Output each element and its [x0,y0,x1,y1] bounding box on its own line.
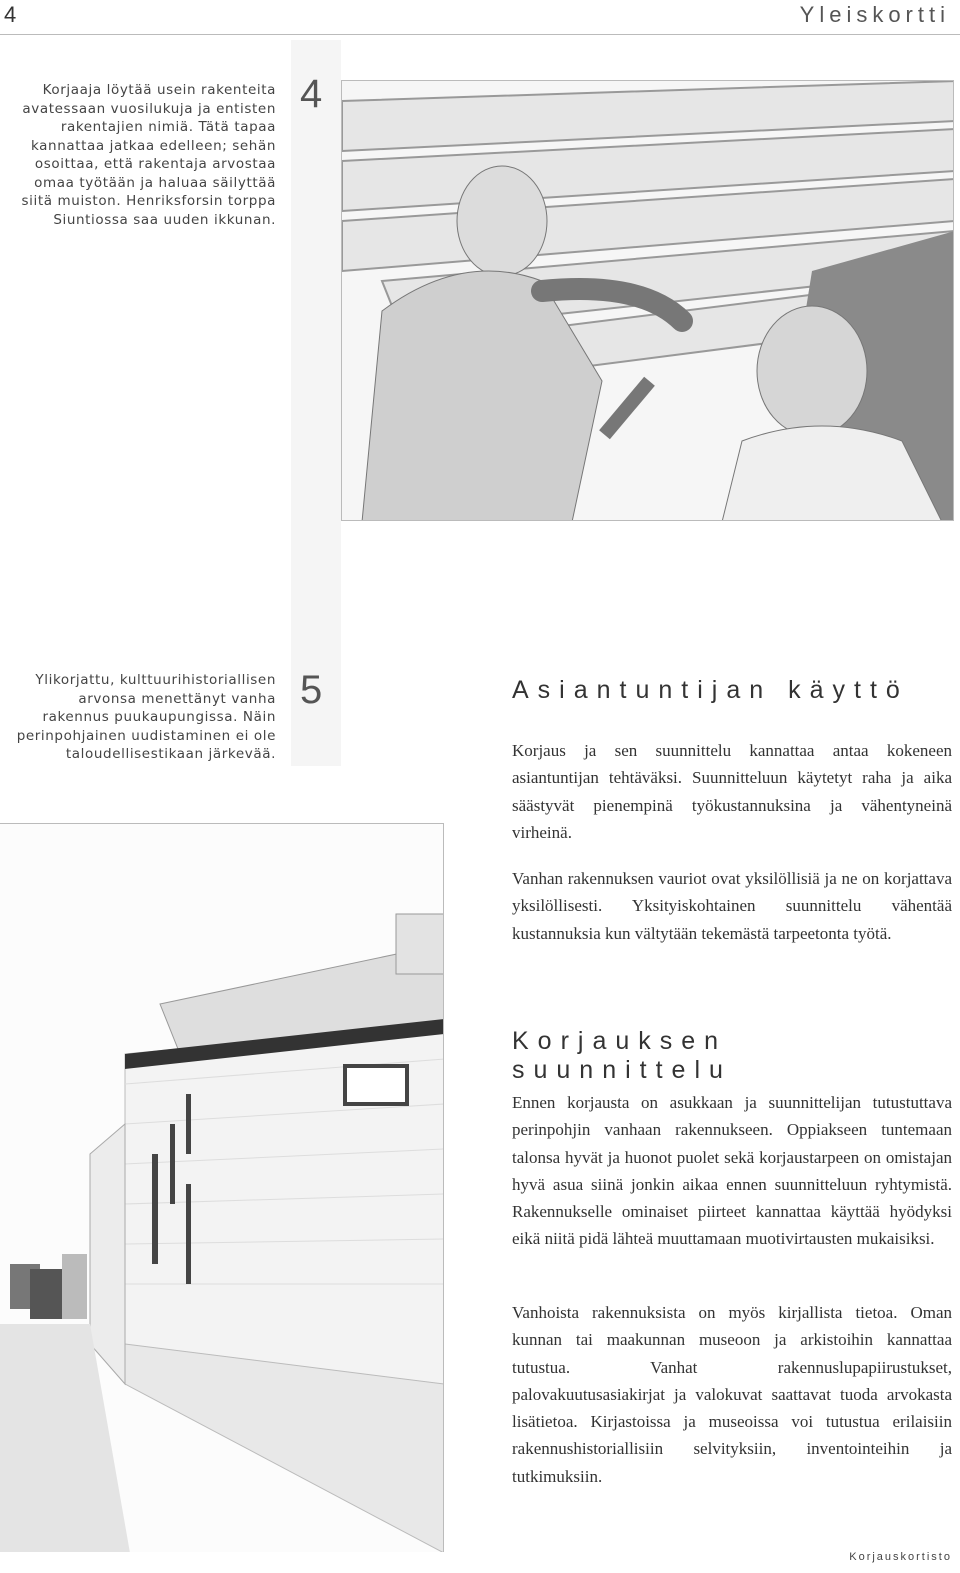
section-1-paragraph-1: Korjaus ja sen suunnittelu kannattaa antaa kokeneen asiantuntijan tehtäväksi. Suunnitteluun käytetyt raha ja aika säästyvät pienempinä työkustannuksina ja vähentyneinä virheinä. [512,741,952,842]
figure-number-band [291,40,341,766]
section-2-paragraph-2: Vanhoista rakennuksista on myös kirjallista tietoa. Oman kunnan tai maakunnan museoon ja arkistoihin kannattaa tutustua. Vanhat rakennuslupapiirustukset, palovakuutusasiakirjat ja valokuvat saattavat tuoda arvokasta lisätietoa. Kirjastoissa ja museoissa voi tutustua erilaisiin rakennushistoriallisiin selvityksiin, inventointeihin ja tutkimuksiin. [512,1303,952,1486]
figure-number-4: 4 [300,72,323,116]
header-divider [0,34,960,35]
section-title-korjauksen-suunnittelu: Korjauksen suunnittelu [512,1027,732,1084]
figure-caption-5: Ylikorjattu, kulttuurihistoriallisen arvonsa menettänyt vanha rakennus puukaupungissa. Näin perinpohjainen uudistaminen ei ole taloudellisestikaan järkevää. [16,672,276,762]
photo-renovated-building [0,823,444,1552]
figure-caption-4: Korjaaja löytää usein rakenteita avatessaan vuosilukuja ja entisten rakentajien nimiä. Tätä tapaa kannattaa jatkaa edelleen; sehän osoittaa, että rakentaja arvostaa omaa työtään ja haluaa säilyttää siitä muiston. Henriksforsin torppa Siuntiossa saa uuden ikkunan. [21,82,276,228]
page-number: 4 [4,2,17,27]
section-2-paragraph-1: Ennen korjausta on asukkaan ja suunnittelijan tutustuttava perinpohjin vanhaan rakennukseen. Oppiakseen tuntemaan talonsa hyvät ja huonot puolet sekä korjaustarpeen on omistajan hyvä asua siinä jonkin aikaa ennen suunnitteluun ryhtymistä. Rakennukselle ominaiset piirteet kannattaa käyttää hyödyksi eikä niitä pidä lähteä muuttamaan muotivirtausten mukaisiksi. [512,1093,952,1249]
photo-log-wall-repair [341,80,954,521]
running-header-title: Yleiskortti [799,2,950,27]
section-1-paragraph-2: Vanhan rakennuksen vauriot ovat yksilöllisiä ja ne on korjattava yksilöllisesti. Yksityiskohtainen suunnittelu vähentää kustannuksia kun vältytään tekemästä tarpeetonta työtä. [512,869,952,943]
section-title-asiantuntijan-kaytto: Asiantuntijan käyttö [512,676,909,704]
footer-series-name: Korjauskortisto [849,1551,952,1563]
figure-number-5: 5 [300,668,323,712]
